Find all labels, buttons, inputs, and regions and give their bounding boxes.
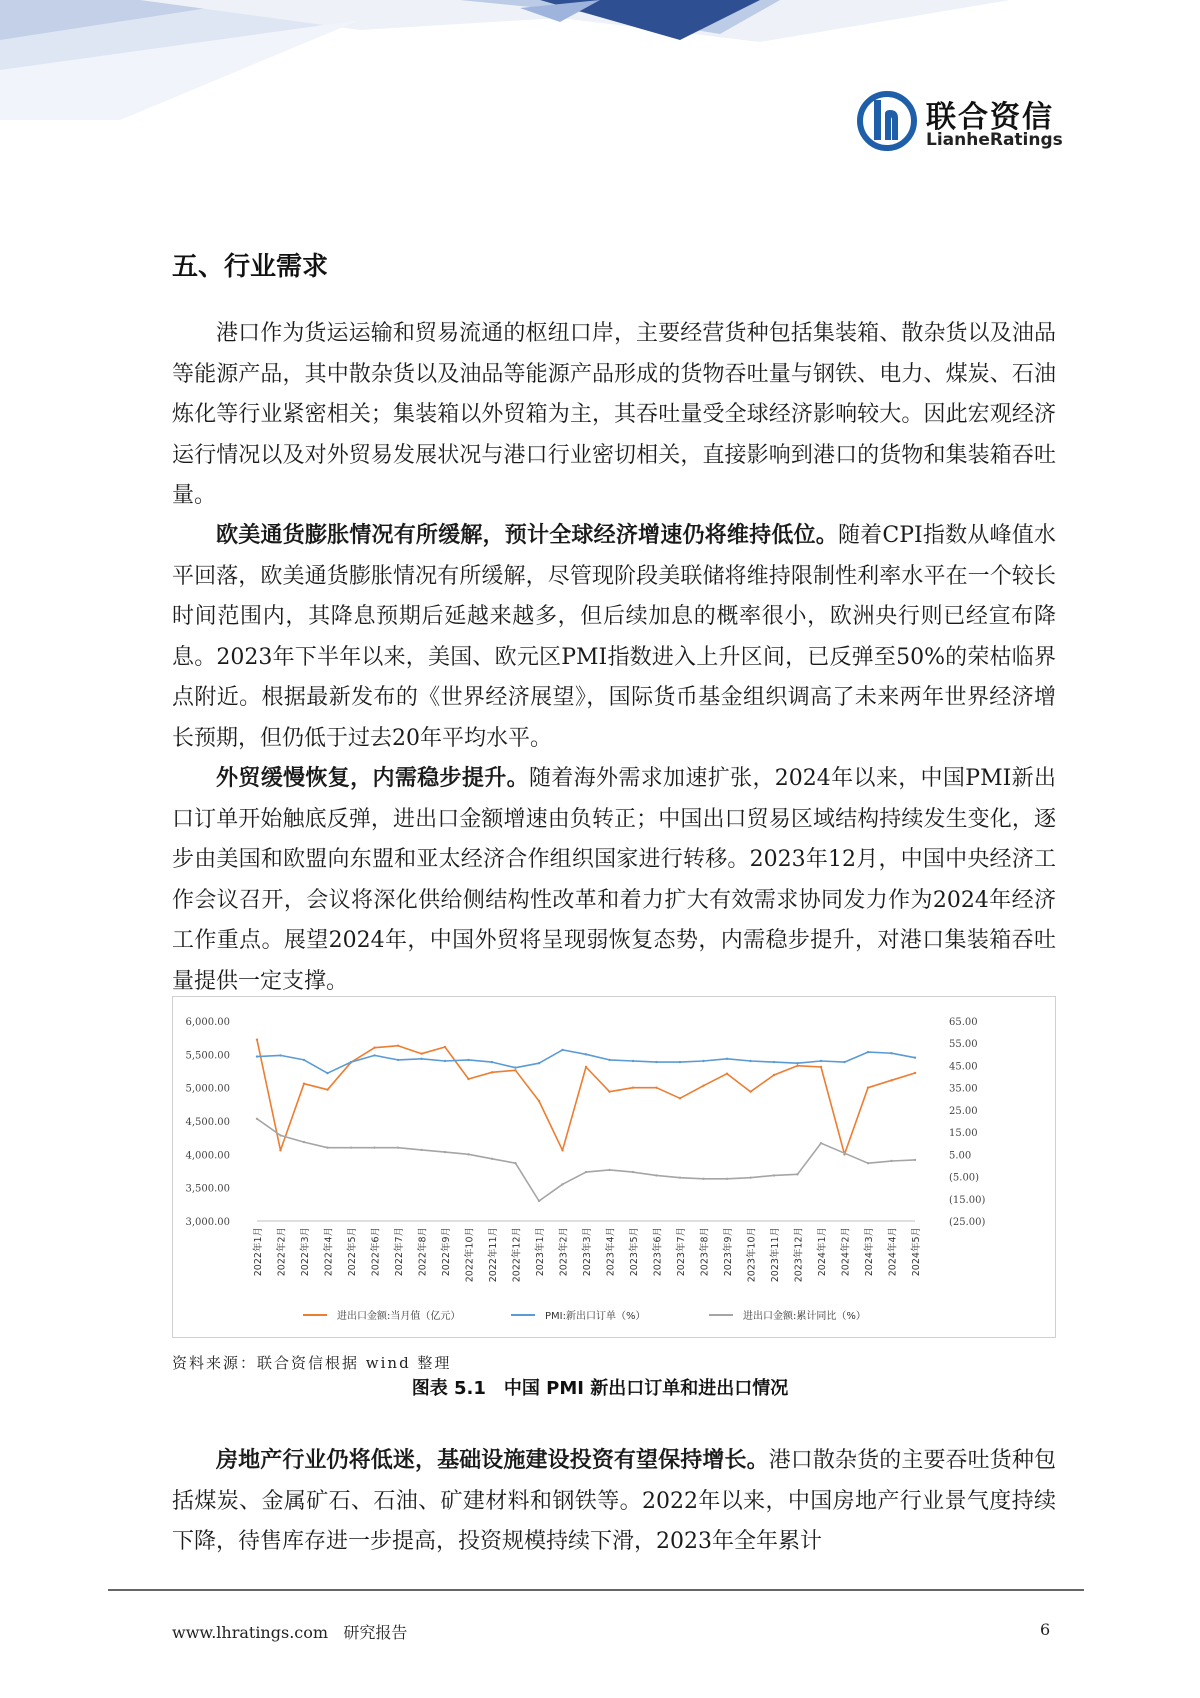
series-2-point <box>702 1060 704 1062</box>
series-3-point <box>467 1153 469 1155</box>
x-axis-category-label: 2023年1月 <box>535 1227 546 1277</box>
left-axis-tick-label: 6,000.00 <box>185 1017 230 1028</box>
series-3-point <box>326 1146 328 1148</box>
series-1-point <box>632 1086 634 1088</box>
series-1-point <box>890 1079 892 1081</box>
lianhe-logo-icon <box>856 90 918 152</box>
series-1-point <box>467 1078 469 1080</box>
series-3-point <box>585 1171 587 1173</box>
series-2-point <box>632 1060 634 1062</box>
right-axis-tick-label: (15.00) <box>949 1194 986 1206</box>
series-3-point <box>867 1162 869 1164</box>
x-axis-category-label: 2024年4月 <box>887 1227 899 1277</box>
right-axis-tick-label: 45.00 <box>949 1061 978 1073</box>
logo-chinese-name: 联合资信 <box>926 100 1054 135</box>
x-axis-category-label: 2024年3月 <box>864 1227 875 1277</box>
series-1-point <box>491 1071 493 1073</box>
series-1-point <box>373 1046 375 1048</box>
right-axis-tick-label: 35.00 <box>949 1083 978 1095</box>
right-axis-tick-label: (5.00) <box>949 1172 980 1184</box>
series-2-point <box>538 1062 540 1064</box>
series-2-point <box>820 1060 822 1062</box>
series-1-point <box>444 1046 446 1048</box>
paragraph-text: 随着CPI指数从峰值水平回落，欧美通货膨胀情况有所缓解，尽管现阶段美联储将维持限制性利率水平在一个较长时间范围内，其降息预期后延越来越多，但后续加息的概率很小，欧洲央行则已经宣布降息。2023年下半年以来，美国、欧元区PMI指数进入上升区间，已反弹至50%的荣枯临界点附近。根据最新发布的《世界经济展望》，国际货币基金组织调高了未来两年世界经济增长预期，但仍低于过去20年平均水平。 <box>172 523 1056 751</box>
x-axis-category-label: 2022年10月 <box>464 1227 476 1283</box>
left-axis-tick-label: 3,500.00 <box>185 1183 230 1195</box>
series-1-point <box>655 1086 657 1088</box>
series-1-point <box>585 1066 587 1068</box>
series-2-point <box>326 1072 328 1074</box>
series-3-point <box>514 1162 516 1164</box>
series-1-point <box>538 1100 540 1102</box>
series-3-point <box>491 1158 493 1160</box>
trade-pmi-line-chart <box>173 997 1055 1337</box>
series-line-3 <box>257 1119 915 1201</box>
series-2-point <box>373 1054 375 1056</box>
series-2-point <box>679 1061 681 1063</box>
x-axis-category-label: 2022年6月 <box>370 1227 382 1277</box>
series-1-point <box>279 1149 281 1151</box>
series-3-point <box>796 1173 798 1175</box>
x-axis-category-label: 2024年1月 <box>817 1227 828 1277</box>
footer-divider <box>108 1589 1084 1591</box>
series-3-point <box>444 1151 446 1153</box>
series-3-point <box>561 1183 563 1185</box>
series-2-point <box>303 1059 305 1061</box>
paragraph-heading: 欧美通货膨胀情况有所缓解，预计全球经济增速仍将维持低位。 <box>216 523 838 548</box>
series-3-point <box>397 1146 399 1148</box>
legend-label: PMI:新出口订单（%） <box>545 1311 646 1322</box>
x-axis-category-label: 2023年12月 <box>793 1227 805 1283</box>
x-axis-category-label: 2023年8月 <box>699 1227 711 1277</box>
series-3-point <box>726 1178 728 1180</box>
footer-website-link[interactable]: www.lhratings.com <box>172 1623 329 1642</box>
series-1-point <box>702 1084 704 1086</box>
paragraph-real-estate <box>172 1441 1056 1563</box>
series-2-point <box>420 1058 422 1060</box>
right-axis-tick-label: (25.00) <box>949 1217 986 1228</box>
series-3-point <box>749 1176 751 1178</box>
x-axis-category-label: 2023年2月 <box>558 1227 570 1277</box>
series-3-point <box>373 1146 375 1148</box>
series-3-point <box>608 1169 610 1171</box>
series-1-point <box>608 1090 610 1092</box>
series-2-point <box>890 1052 892 1054</box>
paragraph-heading: 房地产行业仍将低迷，基础设施建设投资有望保持增长。 <box>216 1448 769 1473</box>
paragraph-text: 随着海外需求加速扩张，2024年以来，中国PMI新出口订单开始触底反弹，进出口金额增速由负转正；中国出口贸易区域结构持续发生变化，逐步由美国和欧盟向东盟和亚太经济合作组织国家进行转移。2023年12月，中国中央经济工作会议召开，会议将深化供给侧结构性改革和着力扩大有效需求协同发力作为2024年经济工作重点。展望2024年，中国外贸将呈现弱恢复态势，内需稳步提升，对港口集装箱吞吐量提供一定支撑。 <box>172 766 1056 994</box>
series-2-point <box>867 1051 869 1053</box>
series-2-point <box>726 1058 728 1060</box>
series-2-point <box>514 1066 516 1068</box>
series-1-point <box>773 1074 775 1076</box>
series-3-point <box>256 1118 258 1120</box>
legend-label: 进出口金额:当月值（亿元） <box>337 1311 461 1322</box>
x-axis-category-label: 2022年2月 <box>276 1227 288 1277</box>
series-2-point <box>279 1054 281 1056</box>
series-1-point <box>914 1072 916 1074</box>
series-2-point <box>397 1059 399 1061</box>
left-axis-tick-label: 4,000.00 <box>185 1150 230 1162</box>
series-3-point <box>420 1149 422 1151</box>
series-1-point <box>820 1066 822 1068</box>
right-axis-tick-label: 15.00 <box>949 1128 978 1140</box>
series-2-point <box>256 1055 258 1057</box>
chart-source-note: 资料来源：联合资信根据 wind 整理 <box>172 1354 452 1372</box>
x-axis-category-label: 2022年9月 <box>441 1227 452 1277</box>
x-axis-category-label: 2022年4月 <box>323 1227 335 1277</box>
x-axis-category-label: 2024年5月 <box>911 1227 922 1277</box>
series-3-point <box>350 1146 352 1148</box>
left-axis-tick-label: 3,000.00 <box>185 1217 230 1228</box>
x-axis-category-label: 2022年3月 <box>300 1227 311 1277</box>
series-1-point <box>561 1149 563 1151</box>
series-1-point <box>726 1072 728 1074</box>
x-axis-category-label: 2023年7月 <box>676 1227 687 1277</box>
left-axis-tick-label: 4,500.00 <box>185 1117 230 1128</box>
x-axis-category-label: 2022年1月 <box>253 1227 264 1277</box>
series-2-point <box>350 1061 352 1063</box>
x-axis-category-label: 2023年6月 <box>652 1227 664 1277</box>
series-1-point <box>796 1064 798 1066</box>
series-2-point <box>843 1061 845 1063</box>
x-axis-category-label: 2023年4月 <box>605 1227 617 1277</box>
section-title: 五、行业需求 <box>172 252 329 282</box>
series-3-point <box>914 1159 916 1161</box>
series-3-point <box>679 1176 681 1178</box>
series-2-point <box>796 1062 798 1064</box>
paragraph-port-overview <box>172 314 1056 517</box>
series-3-point <box>820 1142 822 1144</box>
series-1-point <box>256 1038 258 1040</box>
left-axis-tick-label: 5,500.00 <box>185 1050 230 1062</box>
series-2-point <box>491 1061 493 1063</box>
x-axis-category-label: 2023年10月 <box>746 1227 758 1283</box>
series-3-point <box>773 1174 775 1176</box>
logo-english-name: LianheRatings <box>926 130 1063 150</box>
paragraph-heading: 外贸缓慢恢复，内需稳步提升。 <box>216 766 529 791</box>
footer-doc-label: 研究报告 <box>343 1623 408 1642</box>
x-axis-category-label: 2022年12月 <box>511 1227 523 1283</box>
series-2-point <box>773 1061 775 1063</box>
right-axis-tick-label: 65.00 <box>949 1017 978 1028</box>
series-3-point <box>538 1200 540 1202</box>
x-axis-category-label: 2022年8月 <box>417 1227 429 1277</box>
right-axis-tick-label: 25.00 <box>949 1105 978 1117</box>
series-1-point <box>514 1069 516 1071</box>
x-axis-category-label: 2023年3月 <box>582 1227 593 1277</box>
x-axis-category-label: 2023年11月 <box>770 1227 781 1283</box>
series-3-point <box>655 1174 657 1176</box>
series-3-point <box>303 1141 305 1143</box>
series-2-point <box>561 1049 563 1051</box>
x-axis-category-label: 2022年5月 <box>347 1227 358 1277</box>
page-number: 6 <box>1040 1620 1051 1639</box>
series-2-point <box>655 1061 657 1063</box>
series-1-point <box>749 1090 751 1092</box>
series-1-point <box>420 1052 422 1054</box>
paragraph-inflation <box>172 516 1056 759</box>
series-1-point <box>867 1086 869 1088</box>
footer-site <box>172 1620 407 1643</box>
legend-label: 进出口金额:累计同比（%） <box>743 1311 866 1322</box>
series-1-point <box>303 1082 305 1084</box>
series-line-1 <box>257 1040 915 1155</box>
x-axis-category-label: 2023年9月 <box>723 1227 734 1277</box>
series-1-point <box>679 1097 681 1099</box>
right-axis-tick-label: 5.00 <box>949 1150 972 1162</box>
left-axis-tick-label: 5,000.00 <box>185 1083 230 1095</box>
series-3-point <box>890 1160 892 1162</box>
x-axis-category-label: 2022年11月 <box>488 1227 499 1283</box>
chart-container <box>172 996 1056 1338</box>
x-axis-category-label: 2022年7月 <box>394 1227 405 1277</box>
series-3-point <box>702 1178 704 1180</box>
series-2-point <box>749 1060 751 1062</box>
series-3-point <box>843 1152 845 1154</box>
series-1-point <box>326 1088 328 1090</box>
series-2-point <box>467 1059 469 1061</box>
x-axis-category-label: 2023年5月 <box>629 1227 640 1277</box>
series-2-point <box>608 1059 610 1061</box>
chart-caption: 图表 5.1 中国 PMI 新出口订单和进出口情况 <box>411 1378 789 1399</box>
series-2-point <box>585 1053 587 1055</box>
paragraph-text: 港口散杂货的主要吞吐货种包括煤炭、金属矿石、石油、矿建材料和钢铁等。2022年以来，中国房地产行业景气度持续下降，待售库存进一步提高，投资规模持续下滑，2023年全年累计 <box>172 1448 1056 1554</box>
series-2-point <box>444 1060 446 1062</box>
paragraph-foreign-trade <box>172 759 1056 1002</box>
series-1-point <box>397 1044 399 1046</box>
series-2-point <box>914 1056 916 1058</box>
series-3-point <box>279 1134 281 1136</box>
company-logo <box>856 90 1086 160</box>
right-axis-tick-label: 55.00 <box>949 1039 978 1051</box>
paragraph-text: 港口作为货运运输和贸易流通的枢纽口岸，主要经营货种包括集装箱、散杂货以及油品等能源产品，其中散杂货以及油品等能源产品形成的货物吞吐量与钢铁、电力、煤炭、石油炼化等行业紧密相关；集装箱以外贸箱为主，其吞吐量受全球经济影响较大。因此宏观经济运行情况以及对外贸易发展状况与港口行业密切相关，直接影响到港口的货物和集装箱吞吐量。 <box>172 321 1056 508</box>
series-3-point <box>632 1171 634 1173</box>
x-axis-category-label: 2024年2月 <box>840 1227 852 1277</box>
